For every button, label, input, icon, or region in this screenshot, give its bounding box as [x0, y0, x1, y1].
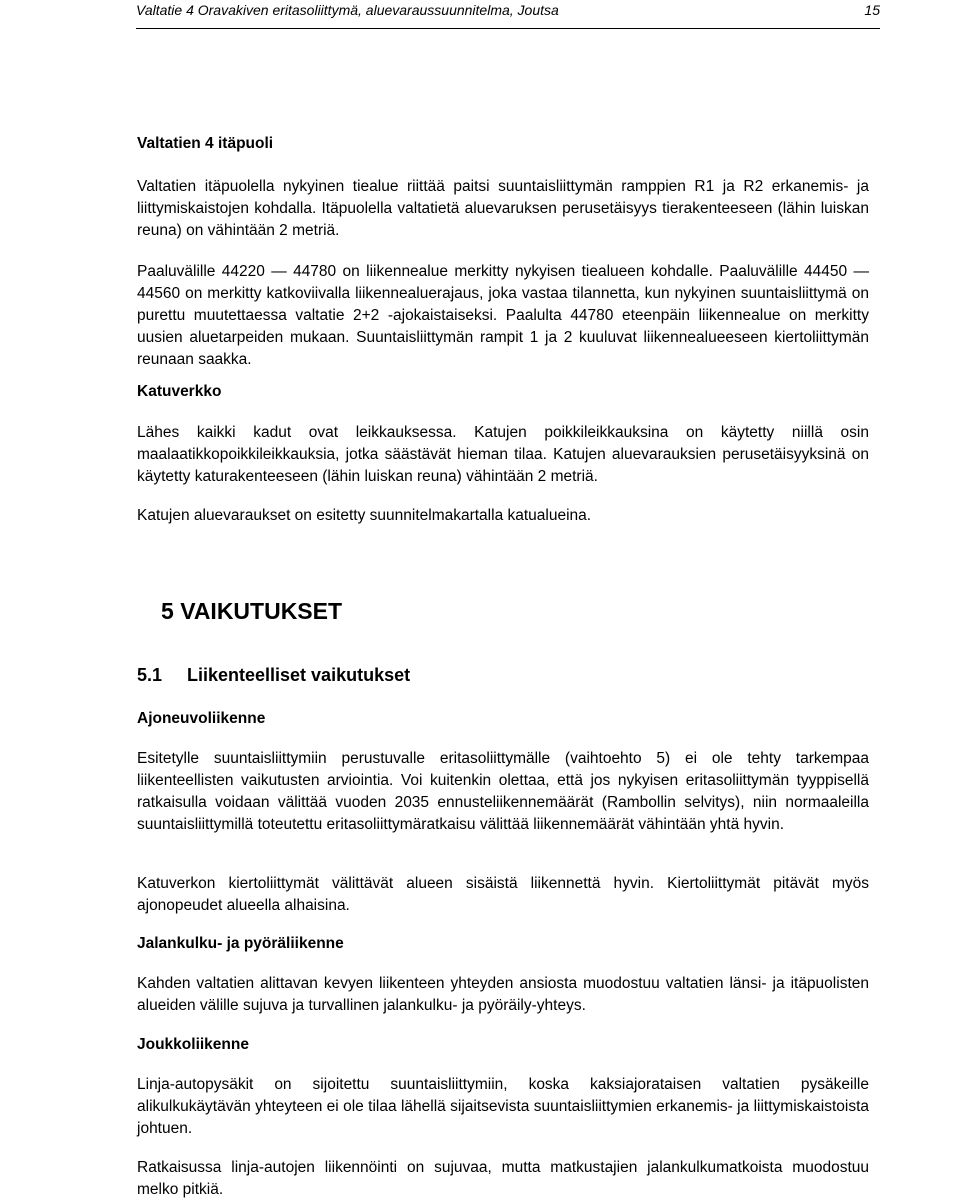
section-heading	[137, 664, 869, 686]
paragraph: Lähes kaikki kadut ovat leikkauksessa. Katujen poikkileikkauksina on käytetty niillä osin maalaatikkopoikkileikkauksia, jotka säästävät hieman tilaa. Katujen aluevarauksien perusetäisyyksinä on käytetty katurakenteeseen (lähin luiskan reuna) vähintään 2 metriä.	[137, 424, 869, 485]
paragraph: Kahden valtatien alittavan kevyen liikenteen yhteyden ansiosta muodostuu valtatien länsi- ja itäpuolisten alueiden välille sujuva ja turvallinen jalankulku- ja pyöräily-yhteys.	[137, 975, 869, 1014]
subsection-heading-jalankulku: Jalankulku- ja pyöräliikenne	[137, 935, 344, 952]
paragraph: Ratkaisussa linja-autojen liikennöinti on sujuvaa, mutta matkustajien jalankulkumatkoista muodostuu melko pitkiä.	[137, 1159, 869, 1198]
chapter-title: VAIKUTUKSET	[180, 598, 343, 624]
paragraph: Katujen aluevaraukset on esitetty suunnitelmakartalla katualueina.	[137, 507, 592, 524]
paragraph: Paaluvälille 44220 — 44780 on liikennealue merkitty nykyisen tiealueen kohdalle. Paaluvälille 44450 — 44560 on merkitty katkoviivalla liikennealuerajaus, joka vastaa tilannetta, kun nykyinen suuntaisliittymä on purettu muutettaessa valtatie 2+2 -ajokaistaiseksi. Paalulta 44780 eteenpäin liikennealue on merkitty uusien aluetarpeiden mukaan. Suuntaisliittymän rampit 1 ja 2 kuuluvat liikennealueeseen kiertoliittymän reunaan saakka.	[137, 263, 869, 368]
page-header	[136, 0, 880, 29]
paragraph: Valtatien itäpuolella nykyinen tiealue riittää paitsi suuntaisliittymän ramppien R1 ja R2 erkanemis- ja liittymiskaistojen kohdalla. Itäpuolella valtatietä aluevaruksen perusetäisyys tierakenteeseen (lähin luiskan reuna) on vähintään 2 metriä.	[137, 178, 869, 239]
page-number: 15	[864, 2, 880, 18]
paragraph: Esitetylle suuntaisliittymiin perustuvalle eritasoliittymälle (vaihtoehto 5) ei ole tehty tarkempaa liikenteellisten vaikutusten arviointia. Voi kuitenkin olettaa, että jos nykyisen eritasoliittymän tyyppisellä ratkaisulla voidaan välittää vuoden 2035 ennusteliikennemäärät (Rambollin selvitys), niin normaaleilla suuntaisliittymillä toteutettu eritasoliittymäratkaisu välittää liikennemäärät vähintään yhtä hyvin.	[137, 750, 869, 833]
section-heading-itapuoli: Valtatien 4 itäpuoli	[137, 135, 274, 152]
subsection-heading-ajoneuvoliikenne: Ajoneuvoliikenne	[137, 710, 266, 727]
document-title: Valtatie 4 Oravakiven eritasoliittymä, aluevaraussuunnitelma, Joutsa	[136, 2, 559, 18]
section-title: Liikenteelliset vaikutukset	[187, 665, 411, 685]
paragraph: Katuverkon kiertoliittymät välittävät alueen sisäistä liikennettä hyvin. Kiertoliittymät pitävät myös ajonopeudet alueella alhaisina.	[137, 875, 869, 914]
section-heading-katuverkko: Katuverkko	[137, 383, 222, 400]
section-number: 5.1	[137, 665, 163, 685]
chapter-heading	[137, 600, 869, 622]
chapter-number: 5	[161, 598, 174, 624]
subsection-heading-joukkoliikenne: Joukkoliikenne	[137, 1036, 249, 1053]
paragraph: Linja-autopysäkit on sijoitettu suuntaisliittymiin, koska kaksiajorataisen valtatien pysäkeille alikulkukäytävän yhteyteen ei ole tilaa lähellä sijaitsevista suuntaisliittymien erkanemis- ja liittymiskaistoista johtuen.	[137, 1076, 869, 1137]
